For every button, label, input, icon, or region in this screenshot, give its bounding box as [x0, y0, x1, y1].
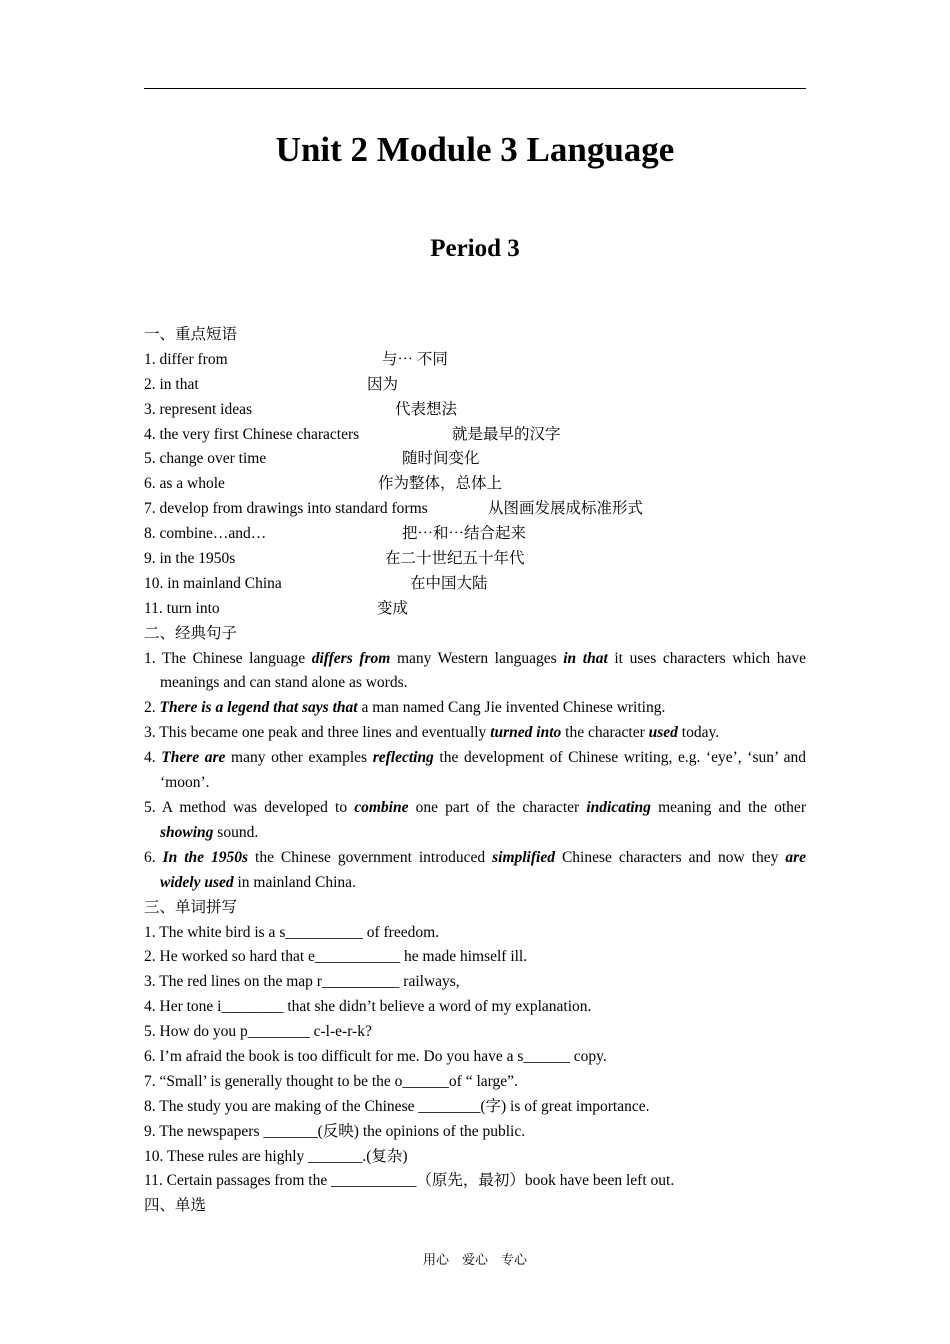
section-heading-choice: 四、单选 [144, 1197, 207, 1215]
sentence-item [144, 846, 806, 896]
document-title: Unit 2 Module 3 Language [275, 130, 675, 169]
sentence-text: 1. The Chinese language [144, 649, 312, 667]
sentence-text: many other examples [225, 749, 373, 767]
phrase-item [144, 423, 806, 448]
phrase-english: 8. combine…and… [144, 525, 267, 543]
spelling-item: 2. He worked so hard that e___________ he made himself ill. [144, 948, 528, 966]
phrase-english: 7. develop from drawings into standard forms [144, 500, 428, 518]
sentence-keyword: In the 1950s [162, 848, 249, 866]
sentence-text: 4. [144, 749, 162, 767]
sentence-item [144, 796, 806, 846]
phrase-chinese: 在二十世纪五十年代 [385, 550, 525, 568]
sentence-text: a man named Cang Jie invented Chinese writing. [357, 699, 666, 717]
sentence-text: in mainland China. [233, 873, 356, 891]
header-rule [144, 88, 806, 89]
sentence-keyword: simplified [492, 848, 555, 866]
document-body [144, 323, 806, 1219]
sentence-item [144, 647, 806, 697]
sentence-item [144, 696, 806, 721]
document-subtitle: Period 3 [430, 235, 520, 262]
sentence-keyword: differs from [311, 649, 391, 667]
phrase-item [144, 398, 806, 423]
sentence-text: 6. [144, 848, 163, 866]
phrase-item [144, 572, 806, 597]
phrase-english: 2. in that [144, 375, 199, 393]
spelling-item: 5. How do you p________ c-l-e-r-k? [144, 1023, 372, 1041]
sentence-keyword: There is a legend that says that [159, 699, 358, 717]
phrase-english: 9. in the 1950s [144, 550, 236, 568]
phrase-item [144, 547, 806, 572]
phrase-item [144, 497, 806, 522]
phrase-item [144, 373, 806, 398]
spelling-item: 10. These rules are highly _______.(复杂) [144, 1147, 408, 1165]
sentence-keyword: There are [161, 749, 226, 767]
section-heading-sentences: 二、经典句子 [144, 624, 238, 642]
sentence-keyword: indicating [586, 799, 651, 817]
sentence-item [144, 746, 806, 796]
spelling-item: 8. The study you are making of the Chinese ________(字) is of great importance. [144, 1097, 650, 1115]
sentence-keyword: used [648, 724, 678, 742]
spelling-item: 4. Her tone i________ that she didn’t believe a word of my explanation. [144, 998, 592, 1016]
sentence-text: 3. This became one peak and three lines and eventually [144, 724, 491, 742]
sentence-text: the development of Chinese writing, e.g. ‘eye’, ‘sun’ and ‘moon’. [160, 749, 806, 792]
phrase-item [144, 348, 806, 373]
phrase-item [144, 597, 806, 622]
sentence-keyword: reflecting [372, 749, 434, 767]
sentence-keyword: in that [563, 649, 608, 667]
phrase-item [144, 472, 806, 497]
phrase-chinese: 随时间变化 [402, 450, 480, 468]
phrase-english: 4. the very first Chinese characters [144, 425, 360, 443]
phrase-english: 11. turn into [144, 599, 220, 617]
phrase-chinese: 与⋯ 不同 [382, 350, 448, 368]
phrase-chinese: 因为 [367, 375, 399, 393]
sentence-text: sound. [213, 823, 259, 841]
sentence-keyword: turned into [490, 724, 562, 742]
sentence-text: one part of the character [408, 799, 587, 817]
phrase-english: 3. represent ideas [144, 400, 253, 418]
phrase-english: 10. in mainland China [144, 574, 282, 592]
phrase-english: 6. as a whole [144, 475, 225, 493]
sentence-text: many Western languages [390, 649, 564, 667]
phrase-item [144, 522, 806, 547]
spelling-item: 3. The red lines on the map r__________ railways, [144, 973, 460, 991]
phrase-english: 5. change over time [144, 450, 267, 468]
phrase-chinese: 变成 [377, 599, 409, 617]
section-heading-spelling: 三、单词拼写 [144, 898, 238, 916]
spelling-item: 9. The newspapers _______(反映) the opinions of the public. [144, 1122, 526, 1140]
spelling-item: 6. I’m afraid the book is too difficult for me. Do you have a s______ copy. [144, 1047, 607, 1065]
phrase-chinese: 在中国大陆 [410, 574, 488, 592]
phrase-chinese: 代表想法 [395, 400, 458, 418]
page-footer: 用心 爱心 专心 [422, 1252, 527, 1267]
sentence-item [144, 721, 806, 746]
phrase-chinese: 作为整体，总体上 [378, 475, 503, 493]
sentence-keyword: showing [160, 823, 214, 841]
sentence-text: Chinese characters and now they [554, 848, 786, 866]
sentence-text: today. [677, 724, 720, 742]
spelling-item: 7. “Small’ is generally thought to be the o______of “ large”. [144, 1072, 518, 1090]
sentence-text: 2. [144, 699, 160, 717]
sentence-text: meaning and the other [650, 799, 806, 817]
sentence-text: it uses characters which have meanings and can stand alone as words. [160, 649, 806, 692]
sentence-text: the character [561, 724, 649, 742]
phrase-chinese: 把⋯和⋯结合起来 [402, 525, 527, 543]
spelling-item: 11. Certain passages from the ___________（原先，最初）book have been left out. [144, 1172, 675, 1190]
sentence-text: the Chinese government introduced [248, 848, 493, 866]
spelling-item: 1. The white bird is a s__________ of freedom. [144, 923, 440, 941]
sentence-keyword: combine [354, 799, 409, 817]
sentence-text: 5. A method was developed to [144, 799, 355, 817]
phrase-item [144, 447, 806, 472]
section-heading-phrases: 一、重点短语 [144, 326, 238, 343]
sentence-keyword: are widely used [160, 848, 806, 891]
phrase-english: 1. differ from [144, 350, 228, 368]
phrase-chinese: 就是最早的汉字 [452, 425, 561, 443]
phrase-chinese: 从图画发展成标准形式 [488, 500, 644, 518]
